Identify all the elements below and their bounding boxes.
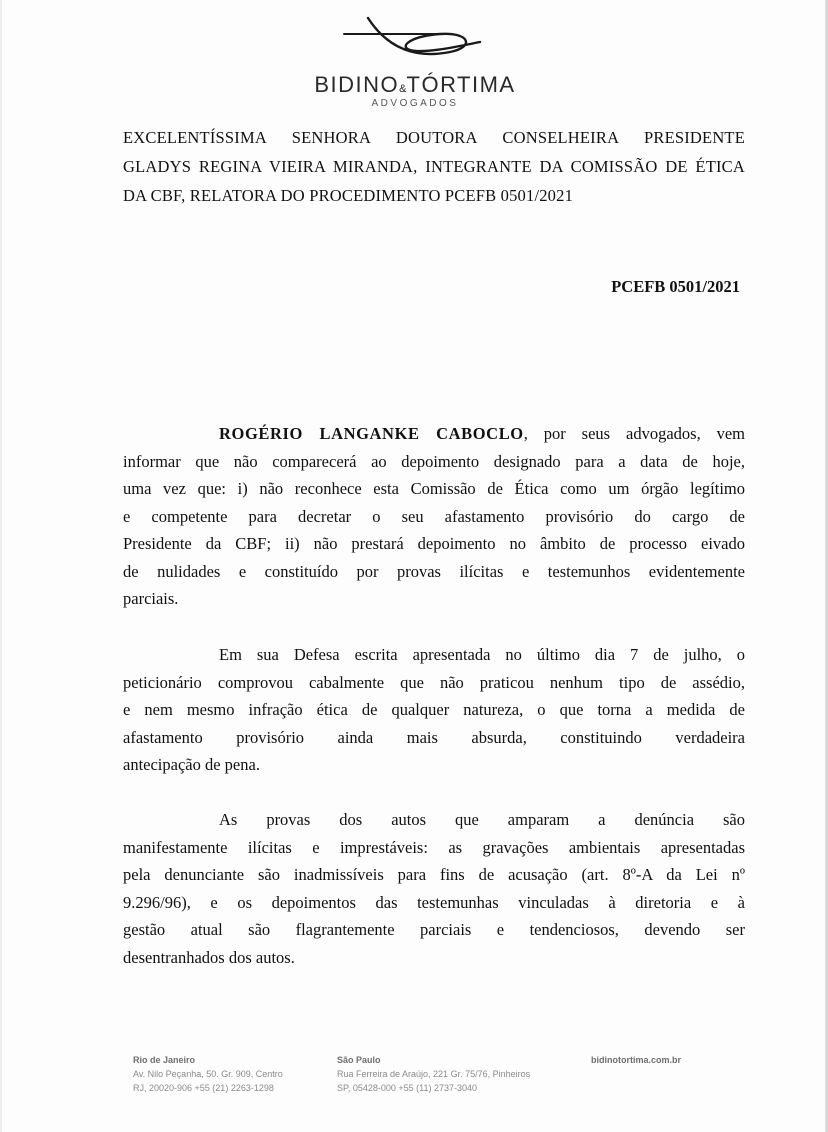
footer-city: São Paulo <box>337 1055 381 1065</box>
footer-website[interactable]: bidinotortima.com.br <box>591 1055 681 1065</box>
footer-address: Av. Nilo Peçanha, 50. Gr. 909, Centro <box>133 1069 283 1079</box>
paragraph-line: e competente para decretar o seu afastamento provisório do cargo de <box>123 506 745 526</box>
paragraph-line: gestão atual são flagrantemente parciais e tendenciosos, devendo ser <box>123 920 745 939</box>
paragraph-line: ROGÉRIO LANGANKE CABOCLO, por seus advogados, vem <box>219 424 746 443</box>
process-number: PCEFB 0501/2021 <box>611 277 740 296</box>
footer-cep-phone: SP, 05428-000 +55 (11) 2737-3040 <box>337 1083 478 1093</box>
paragraph-line: de nulidades e constituído por provas ilícitas e testemunhos evidentemente <box>123 561 745 581</box>
logo-wordmark: BIDINO&TÓRTIMA <box>314 72 516 97</box>
paragraph-line: e nem mesmo infração ética de qualquer natureza, o que torna a medida de <box>123 700 745 719</box>
footer-city: Rio de Janeiro <box>133 1055 196 1065</box>
paragraph-line: parciais. <box>123 589 179 608</box>
paragraph-line: informar que não comparecerá ao depoimento designado para a data de hoje, <box>123 451 745 471</box>
footer-address: Rua Ferreira de Araújo, 221 Gr. 75/76, Pinheiros <box>337 1069 531 1079</box>
addressee-line: EXCELENTÍSSIMA SENHORA DOUTORA CONSELHEIRA PRESIDENTE <box>123 128 745 147</box>
paragraph-line: uma vez que: i) não reconhece esta Comissão de Ética como um órgão legítimo <box>123 479 745 498</box>
page-left-edge <box>0 0 2 1132</box>
paragraph-line: manifestamente ilícitas e imprestáveis: as gravações ambientais apresentadas <box>123 837 745 857</box>
logo-mark-icon <box>300 12 530 74</box>
logo-subtitle: ADVOGADOS <box>371 98 459 109</box>
paragraph-line: afastamento provisório ainda mais absurda, constituindo verdadeira <box>123 727 745 747</box>
paragraph-line: desentranhados dos autos. <box>123 947 295 967</box>
paragraph-line: peticionário comprovou cabalmente que não praticou nenhum tipo de assédio, <box>123 672 745 692</box>
paragraph-line: antecipação de pena. <box>123 755 260 774</box>
footer-sp-office <box>337 1053 530 1095</box>
paragraph-line: Presidente da CBF; ii) não prestará depoimento no âmbito de processo eivado <box>123 534 745 553</box>
addressee-block <box>123 123 745 210</box>
addressee-line: GLADYS REGINA VIEIRA MIRANDA, INTEGRANTE DA COMISSÃO DE ÉTICA <box>123 157 745 176</box>
paragraph-line: 9.296/96), e os depoimentos das testemunhas vinculadas à diretoria e à <box>123 892 745 912</box>
paragraph-line: Em sua Defesa escrita apresentada no último dia 7 de julho, o <box>219 645 745 664</box>
paragraph-line: As provas dos autos que amparam a denúncia são <box>219 810 745 829</box>
paragraph-line: pela denunciante são inadmissíveis para fins de acusação (art. 8º-A da Lei nº <box>123 865 745 884</box>
paragraph-2 <box>123 641 745 779</box>
firm-logo <box>300 12 530 112</box>
footer-cep-phone: RJ, 20020-906 +55 (21) 2263-1298 <box>133 1083 274 1093</box>
paragraph-3 <box>123 806 745 971</box>
petitioner-name: ROGÉRIO LANGANKE CABOCLO <box>219 424 524 443</box>
footer-rio-office <box>133 1053 283 1095</box>
addressee-line: DA CBF, RELATORA DO PROCEDIMENTO PCEFB 0501/2021 <box>123 186 574 205</box>
paragraph-1 <box>123 420 745 613</box>
